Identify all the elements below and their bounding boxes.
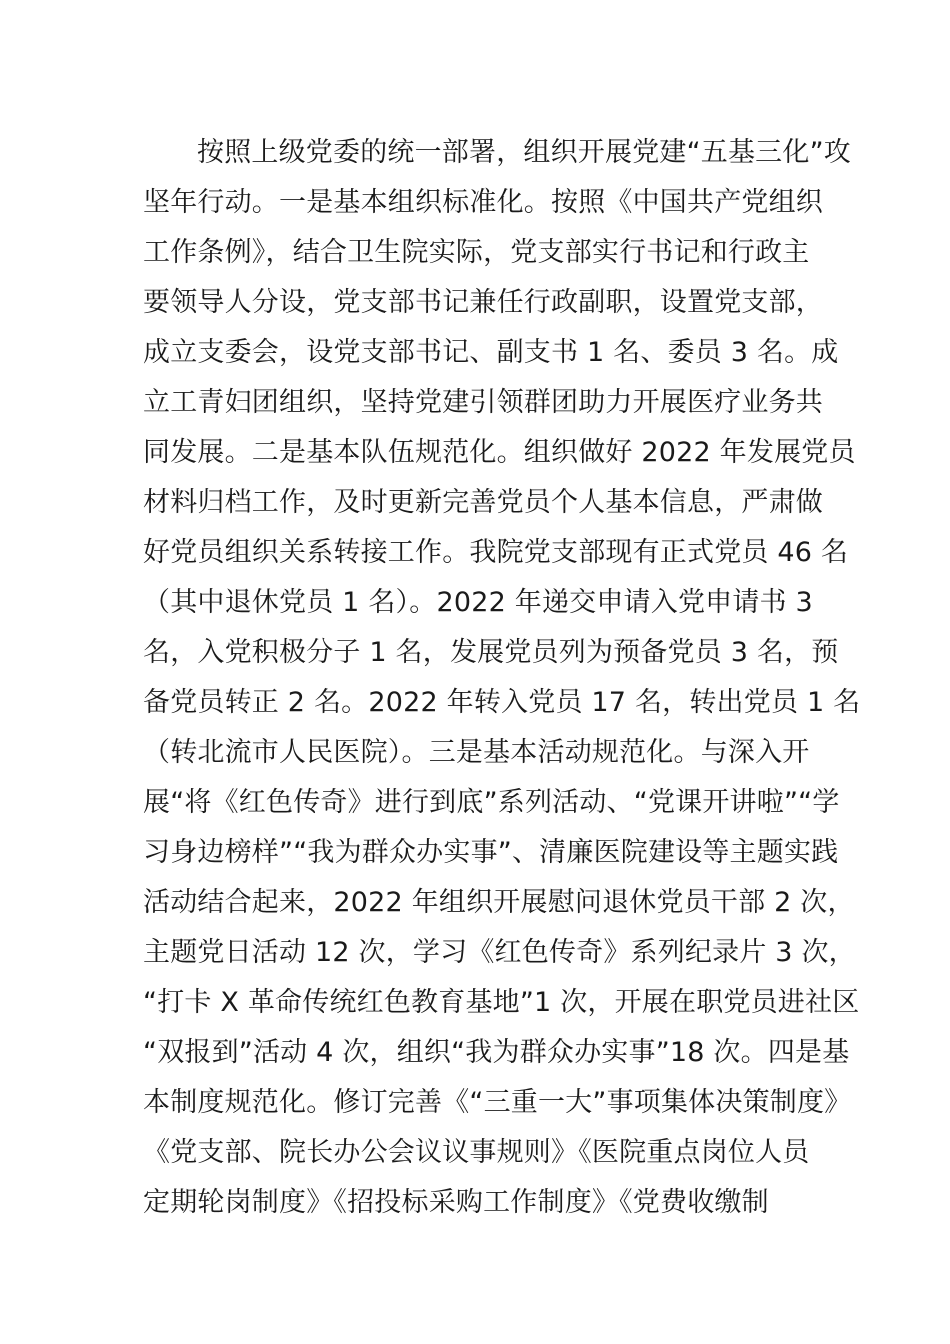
body-paragraph xyxy=(143,128,861,1228)
text-line: 《党支部、院长办公会议议事规则》《医院重点岗位人员 xyxy=(143,1137,810,1168)
text-line: （其中退休党员 1 名）。2022 年递交申请入党申请书 3 xyxy=(143,587,813,618)
text-line: 定期轮岗制度》《招投标采购工作制度》《党费收缴制 xyxy=(143,1187,769,1218)
text-line: 立工青妇团组织，坚持党建引领群团助力开展医疗业务共 xyxy=(143,387,823,418)
text-line: 主题党日活动 12 次，学习《红色传奇》系列纪录片 3 次， xyxy=(143,937,856,968)
text-line: 要领导人分设，党支部书记兼任行政副职，设置党支部， xyxy=(143,287,823,318)
text-line: 同发展。二是基本队伍规范化。组织做好 2022 年发展党员 xyxy=(143,437,856,468)
text-line: 材料归档工作，及时更新完善党员个人基本信息，严肃做 xyxy=(143,487,823,518)
text-line: 活动结合起来，2022 年组织开展慰问退休党员干部 2 次， xyxy=(143,887,855,918)
text-line: 习身边榜样”“我为群众办实事”、清廉医院建设等主题实践 xyxy=(143,837,839,868)
text-line: 备党员转正 2 名。2022 年转入党员 17 名，转出党员 1 名 xyxy=(143,687,861,718)
text-line: 本制度规范化。修订完善《“三重一大”事项集体决策制度》 xyxy=(143,1087,852,1118)
text-line: “打卡 X 革命传统红色教育基地”1 次，开展在职党员进社区 xyxy=(143,987,860,1018)
text-line: “双报到”活动 4 次，组织“我为群众办实事”18 次。四是基 xyxy=(143,1037,850,1068)
text-line: 名，入党积极分子 1 名，发展党员列为预备党员 3 名，预 xyxy=(143,637,839,668)
text-line: 成立支委会，设党支部书记、副支书 1 名、委员 3 名。成 xyxy=(143,337,839,368)
text-line: 展“将《红色传奇》进行到底”系列活动、“党课开讲啦”“学 xyxy=(143,787,840,818)
text-line: （转北流市人民医院）。三是基本活动规范化。与深入开 xyxy=(143,737,810,768)
text-line: 好党员组织关系转接工作。我院党支部现有正式党员 46 名 xyxy=(143,537,849,568)
text-line: 工作条例》，结合卫生院实际，党支部实行书记和行政主 xyxy=(143,237,810,268)
text-line: 坚年行动。一是基本组织标准化。按照《中国共产党组织 xyxy=(143,187,823,218)
text-line: 按照上级党委的统一部署，组织开展党建“五基三化”攻 xyxy=(197,137,851,168)
